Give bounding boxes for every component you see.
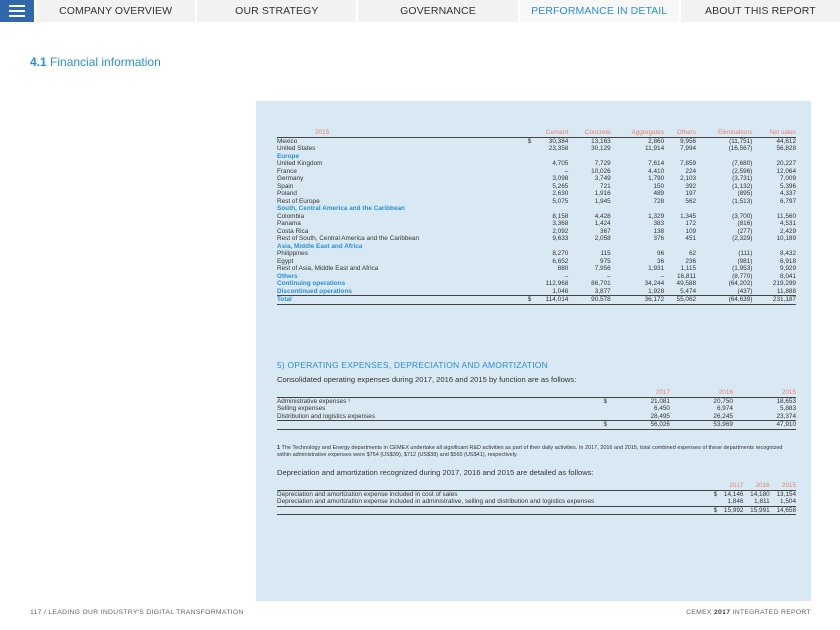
currency-sign xyxy=(509,288,531,296)
column-header: 2015 xyxy=(781,389,796,396)
cell-value xyxy=(531,205,568,213)
cell-value: 62 xyxy=(688,250,697,257)
cell-value: 2,860 xyxy=(648,137,665,145)
top-navigation xyxy=(0,0,840,22)
cell-value: (64,639) xyxy=(728,296,753,303)
currency-sign xyxy=(509,190,531,198)
nav-tab-our-strategy[interactable]: OUR STRATEGY xyxy=(195,0,356,22)
table-row xyxy=(277,258,796,266)
total-row xyxy=(277,421,796,430)
cell-value: 12,064 xyxy=(776,167,796,175)
cell-value: 138 xyxy=(653,227,665,235)
row-label: Egypt xyxy=(277,257,294,265)
cell-value: 36,172 xyxy=(644,296,665,303)
cell-value: 13,163 xyxy=(591,137,611,145)
footer-tagline: LEADING OUR INDUSTRY'S DIGITAL TRANSFORMATION xyxy=(48,609,244,616)
cell-value: 30,129 xyxy=(591,145,611,152)
table-row xyxy=(277,145,796,153)
cell-value: 383 xyxy=(653,220,665,227)
cell-value: 728 xyxy=(653,197,665,205)
cell-value: 7,994 xyxy=(680,145,697,152)
section-title-text: Financial information xyxy=(50,55,161,69)
total-row xyxy=(277,506,796,515)
table-row xyxy=(277,243,796,251)
column-header: Net sales xyxy=(769,129,796,136)
page-number: 117 xyxy=(30,609,42,616)
row-label: Poland xyxy=(277,190,297,197)
cell-value: 2,092 xyxy=(552,227,569,235)
cell-value: 112,968 xyxy=(545,280,569,287)
currency-header xyxy=(703,482,717,490)
currency-sign xyxy=(509,198,531,206)
row-label xyxy=(277,421,593,430)
currency-sign xyxy=(509,228,531,236)
hamburger-menu-icon[interactable] xyxy=(0,0,34,22)
cell-value: 7,956 xyxy=(594,265,611,272)
total-value: 14,658 xyxy=(776,506,796,514)
cell-value: 114,014 xyxy=(545,296,569,303)
cell-value: – xyxy=(660,272,665,280)
cell-value: 2,630 xyxy=(552,190,569,197)
table-row xyxy=(277,235,796,243)
cell-value: 367 xyxy=(600,227,611,235)
cell-value: 231,187 xyxy=(772,296,796,303)
cell-value: 1,329 xyxy=(648,212,665,220)
cell-value xyxy=(611,205,664,213)
cell-value: 1,790 xyxy=(648,175,665,182)
cell-value: 4,428 xyxy=(594,212,611,220)
cell-value: 880 xyxy=(557,265,569,272)
cell-value: 7,009 xyxy=(780,175,796,182)
cell-value: 3,877 xyxy=(594,287,611,295)
cell-value: 975 xyxy=(600,257,611,265)
nav-tab-about-this-report[interactable]: ABOUT THIS REPORT xyxy=(679,0,840,22)
currency-sign: $ xyxy=(603,421,607,429)
cell-value xyxy=(696,153,752,161)
cell-value: 20,227 xyxy=(776,160,796,167)
currency-sign xyxy=(593,413,607,421)
cell-value: 36 xyxy=(657,257,665,265)
currency-sign xyxy=(509,160,531,168)
cell-value: (111) xyxy=(738,250,753,257)
row-label: Costa Rica xyxy=(277,227,309,235)
cell-value xyxy=(568,205,610,213)
cell-value: 392 xyxy=(685,182,697,190)
table-row xyxy=(277,265,796,273)
segment-sales-table xyxy=(277,129,796,305)
cell-value: (895) xyxy=(737,190,753,197)
table-row xyxy=(277,413,796,421)
row-label: South, Central America and the Caribbean xyxy=(277,205,405,212)
cell-value: 10,189 xyxy=(776,235,796,242)
table-row xyxy=(277,153,796,161)
table-row xyxy=(277,175,796,183)
cell-value xyxy=(531,243,568,251)
cell-value: 1,424 xyxy=(594,220,611,227)
cell-value: (1,513) xyxy=(732,197,753,205)
currency-header xyxy=(593,389,607,397)
cell-value: 7,859 xyxy=(680,160,697,167)
row-label: Discontinued operations xyxy=(277,287,352,295)
footer-right xyxy=(686,609,811,616)
cell-value: (277) xyxy=(737,227,753,235)
cell-value: 3,368 xyxy=(552,220,569,227)
cell-value: 6,652 xyxy=(552,257,569,265)
cell-value xyxy=(531,153,568,161)
cell-value: 1,115 xyxy=(680,265,697,272)
cell-value: 236 xyxy=(685,257,697,265)
table-row xyxy=(277,296,796,305)
cell-value: 49,588 xyxy=(676,280,697,287)
cell-value: 55,062 xyxy=(676,296,697,303)
footnote xyxy=(277,445,797,459)
cell-value: 96 xyxy=(657,250,665,257)
cell-value: (3,731) xyxy=(732,175,753,182)
cell-value: 1,846 xyxy=(727,498,744,506)
cell-value xyxy=(664,153,696,161)
row-label: Mexico xyxy=(277,137,298,145)
footnote-mark: 1 xyxy=(277,445,281,451)
cell-value: 9,929 xyxy=(780,265,796,272)
currency-sign xyxy=(509,213,531,221)
footer-year: 2017 xyxy=(713,609,731,616)
total-value: 15,992 xyxy=(723,506,744,514)
footer-company: CEMEX xyxy=(686,609,712,616)
cell-value: 109 xyxy=(685,227,697,235)
cell-value: 16,811 xyxy=(677,272,697,280)
cell-value: (437) xyxy=(737,287,753,295)
cell-value: (8,770) xyxy=(732,272,753,280)
cell-value: 5,474 xyxy=(680,287,697,295)
table-header-row xyxy=(277,129,796,137)
cell-value xyxy=(752,153,796,161)
cell-value: 1,504 xyxy=(780,498,796,506)
cell-value: 4,337 xyxy=(780,190,796,197)
cell-value: 5,075 xyxy=(552,197,569,205)
cell-value: 4,705 xyxy=(552,160,569,167)
cell-value: 26,245 xyxy=(713,412,733,420)
row-label: Rest of South, Central America and the Caribbean xyxy=(277,235,420,242)
currency-sign xyxy=(509,168,531,176)
table-row xyxy=(277,137,796,145)
currency-sign xyxy=(509,265,531,273)
footer-left: 117 / LEADING OUR INDUSTRY'S DIGITAL TRANSFORMATION xyxy=(30,609,244,616)
cell-value: 7,614 xyxy=(648,160,665,167)
currency-sign xyxy=(509,280,531,288)
total-value: 53,969 xyxy=(713,421,733,429)
currency-sign xyxy=(509,153,531,161)
operating-expenses-table xyxy=(277,389,796,430)
cell-value: 5,883 xyxy=(780,405,796,413)
row-label: Spain xyxy=(277,182,294,190)
cell-value: 86,701 xyxy=(591,280,611,287)
cell-value: (981) xyxy=(737,257,753,265)
cell-value: 1,811 xyxy=(754,498,770,506)
currency-sign: $ xyxy=(713,506,718,514)
cell-value: 8,432 xyxy=(780,250,796,257)
currency-sign: $ xyxy=(603,397,607,405)
column-header: Concrete xyxy=(584,129,611,136)
cell-value: 8,041 xyxy=(780,272,796,280)
row-label: Total xyxy=(277,296,292,303)
currency-sign xyxy=(509,250,531,258)
cell-value: 197 xyxy=(685,190,697,197)
cell-value: 30,384 xyxy=(548,137,569,145)
cell-value: 6,918 xyxy=(780,257,796,265)
footnote-text: The Technology and Energy departments in CEMEX undertake all significant R&D activities as part of their daily activities. In 2017, 2016 and 2015, total combined expenses of these departments recognized within administrative expenses were $754 (US$39), $712 (US$38) and $560 (US$41), respectively. xyxy=(277,445,783,458)
table-header-row xyxy=(277,389,796,397)
currency-header xyxy=(509,129,531,137)
table-row xyxy=(277,250,796,258)
cell-value xyxy=(696,243,752,251)
cell-value: (3,700) xyxy=(732,212,753,220)
cell-value: 224 xyxy=(685,167,697,175)
cell-value: 9,956 xyxy=(680,137,697,145)
cell-value: (2,596) xyxy=(732,167,753,175)
cell-value: 90,578 xyxy=(591,296,611,303)
row-label: United States xyxy=(277,145,316,152)
row-label xyxy=(277,506,703,515)
row-label: France xyxy=(277,167,297,175)
cell-value: 44,612 xyxy=(776,137,796,145)
cell-value: 5,265 xyxy=(552,182,569,190)
cell-value xyxy=(568,153,610,161)
cell-value: – xyxy=(564,167,569,175)
depreciation-table xyxy=(277,482,796,515)
cell-value xyxy=(664,243,696,251)
cell-value: 14,180 xyxy=(750,490,770,498)
cell-value: 2,058 xyxy=(594,235,611,242)
row-label: Continuing operations xyxy=(277,280,346,287)
currency-sign xyxy=(509,243,531,251)
currency-sign xyxy=(509,145,531,153)
cell-value: 13,154 xyxy=(776,490,796,498)
table-row xyxy=(277,190,796,198)
currency-sign xyxy=(509,175,531,183)
table-row xyxy=(277,405,796,413)
column-header: Others xyxy=(676,129,697,136)
cell-value: 172 xyxy=(685,220,697,227)
table-row xyxy=(277,160,796,168)
cell-value: 6,974 xyxy=(716,405,733,413)
label-header xyxy=(277,389,593,397)
cell-value: 20,750 xyxy=(713,397,733,405)
table-row xyxy=(277,198,796,206)
row-label: Rest of Europe xyxy=(277,197,320,205)
row-label: Philippines xyxy=(277,250,308,257)
cell-value: 4,410 xyxy=(648,167,665,175)
currency-sign: $ xyxy=(713,490,718,498)
cell-value: 451 xyxy=(685,235,697,242)
cell-value: 18,653 xyxy=(776,397,796,405)
row-label: Distribution and logistics expenses xyxy=(277,412,376,420)
cell-value: 2,429 xyxy=(780,227,796,235)
cell-value: (1,132) xyxy=(732,182,753,190)
footer-report-name: INTEGRATED REPORT xyxy=(732,609,811,616)
cell-value: 11,914 xyxy=(645,145,665,152)
cell-value: 115 xyxy=(600,250,611,257)
row-label: Depreciation and amortization expense included in administrative, selling and distribution and logistics expenses xyxy=(277,498,595,506)
column-header: 2017 xyxy=(655,389,670,396)
currency-sign: $ xyxy=(527,137,532,145)
cell-value: 11,560 xyxy=(776,212,796,220)
table-row xyxy=(277,288,796,296)
table-row xyxy=(277,280,796,288)
column-header: 2016 xyxy=(755,482,770,489)
currency-sign xyxy=(509,258,531,266)
table-row xyxy=(277,490,796,498)
currency-sign xyxy=(509,273,531,281)
cell-value xyxy=(611,153,664,161)
cell-value: 8,270 xyxy=(552,250,569,257)
row-label: Administrative expenses ¹ xyxy=(277,397,351,405)
row-label: United Kingdom xyxy=(277,160,323,167)
cell-value: 1,046 xyxy=(552,287,569,295)
column-header: 2015 xyxy=(781,482,796,489)
column-header: 2017 xyxy=(729,482,744,489)
cell-value: 34,244 xyxy=(644,280,665,287)
cell-value xyxy=(696,205,752,213)
cell-value: 2,103 xyxy=(680,175,697,182)
section-number: 4.1 xyxy=(30,55,47,69)
cell-value: 3,098 xyxy=(552,175,569,182)
cell-value: – xyxy=(564,272,569,280)
cell-value: 1,928 xyxy=(648,287,665,295)
content-panel xyxy=(256,101,811,601)
cell-value: 11,888 xyxy=(776,287,796,295)
cell-value xyxy=(568,243,610,251)
cell-value: 5,396 xyxy=(780,182,796,190)
label-header xyxy=(277,482,703,490)
row-label: Germany xyxy=(277,175,304,182)
row-label: Selling expenses xyxy=(277,405,326,413)
cell-value xyxy=(611,243,664,251)
cell-value: 23,374 xyxy=(776,412,796,420)
operating-expenses-heading: 5) OPERATING EXPENSES, DEPRECIATION AND AMORTIZATION xyxy=(277,360,548,370)
nav-tab-company-overview[interactable]: COMPANY OVERVIEW xyxy=(34,0,195,22)
column-header: Cement xyxy=(545,129,569,136)
nav-tab-governance[interactable]: GOVERNANCE xyxy=(356,0,517,22)
cell-value: 28,495 xyxy=(650,412,670,420)
table-row xyxy=(277,397,796,405)
cell-value: 8,158 xyxy=(552,212,569,220)
cell-value xyxy=(752,205,796,213)
table-header-row xyxy=(277,482,796,490)
cell-value: (7,680) xyxy=(732,160,753,167)
row-label: Others xyxy=(277,272,298,280)
currency-sign xyxy=(509,220,531,228)
table-row xyxy=(277,228,796,236)
cell-value xyxy=(664,205,696,213)
row-label: Depreciation and amortization expense included in cost of sales xyxy=(277,490,458,498)
cell-value: – xyxy=(607,272,611,280)
cell-value: 23,358 xyxy=(548,145,569,152)
cell-value: 21,081 xyxy=(650,397,670,405)
currency-sign xyxy=(509,205,531,213)
cell-value: (1,953) xyxy=(732,265,753,272)
cell-value: (64,202) xyxy=(728,280,753,287)
row-label: Colombia xyxy=(277,212,304,220)
cell-value: 3,749 xyxy=(594,175,611,182)
cell-value: 7,729 xyxy=(594,160,611,167)
nav-tab-performance-in-detail[interactable]: PERFORMANCE IN DETAIL xyxy=(518,0,679,22)
total-value: 47,910 xyxy=(776,421,796,429)
cell-value: (816) xyxy=(737,220,753,227)
cell-value: 1,931 xyxy=(648,265,665,272)
row-label: Europe xyxy=(277,152,300,160)
total-value: 15,991 xyxy=(750,506,770,514)
cell-value xyxy=(752,243,796,251)
table-row xyxy=(277,183,796,191)
cell-value: 721 xyxy=(600,182,611,190)
row-label: Asia, Middle East and Africa xyxy=(277,242,363,250)
cell-value: 1,945 xyxy=(594,197,611,205)
table-row xyxy=(277,168,796,176)
depreciation-intro: Depreciation and amortization recognized during 2017, 2016 and 2015 are detailed as follows: xyxy=(277,468,594,477)
operating-expenses-intro: Consolidated operating expenses during 2017, 2016 and 2015 by function are as follows: xyxy=(277,375,577,384)
cell-value: 1,916 xyxy=(594,190,611,197)
cell-value: 14,146 xyxy=(723,490,744,498)
cell-value: 489 xyxy=(653,190,665,197)
row-label: Panama xyxy=(277,220,301,227)
cell-value: 150 xyxy=(653,182,665,190)
currency-sign xyxy=(593,405,607,413)
cell-value: 6,450 xyxy=(653,405,670,413)
cell-value: 1,345 xyxy=(680,212,697,220)
column-header: 2015 xyxy=(315,129,330,136)
cell-value: (2,329) xyxy=(732,235,753,242)
table-row xyxy=(277,273,796,281)
currency-sign xyxy=(509,183,531,191)
cell-value: 376 xyxy=(653,235,665,242)
table-row xyxy=(277,498,796,506)
cell-value: 4,531 xyxy=(780,220,796,227)
cell-value: 10,026 xyxy=(591,167,611,175)
cell-value: 219,299 xyxy=(772,280,796,287)
column-header: 2016 xyxy=(718,389,733,396)
column-header: Aggregates xyxy=(631,129,665,136)
currency-sign xyxy=(509,235,531,243)
table-row xyxy=(277,213,796,221)
section-title xyxy=(30,55,161,69)
cell-value: 562 xyxy=(685,197,697,205)
cell-value: (11,751) xyxy=(729,137,753,145)
currency-sign: $ xyxy=(527,296,532,303)
table-row xyxy=(277,220,796,228)
cell-value: (16,567) xyxy=(728,145,753,152)
currency-sign xyxy=(703,498,717,506)
row-label: Rest of Asia, Middle East and Africa xyxy=(277,265,379,272)
table-row xyxy=(277,205,796,213)
cell-value: 6,797 xyxy=(780,197,796,205)
total-value: 56,026 xyxy=(650,421,670,429)
cell-value: 56,828 xyxy=(776,145,796,152)
cell-value: 9,633 xyxy=(552,235,569,242)
column-header: Eliminations xyxy=(717,129,753,136)
